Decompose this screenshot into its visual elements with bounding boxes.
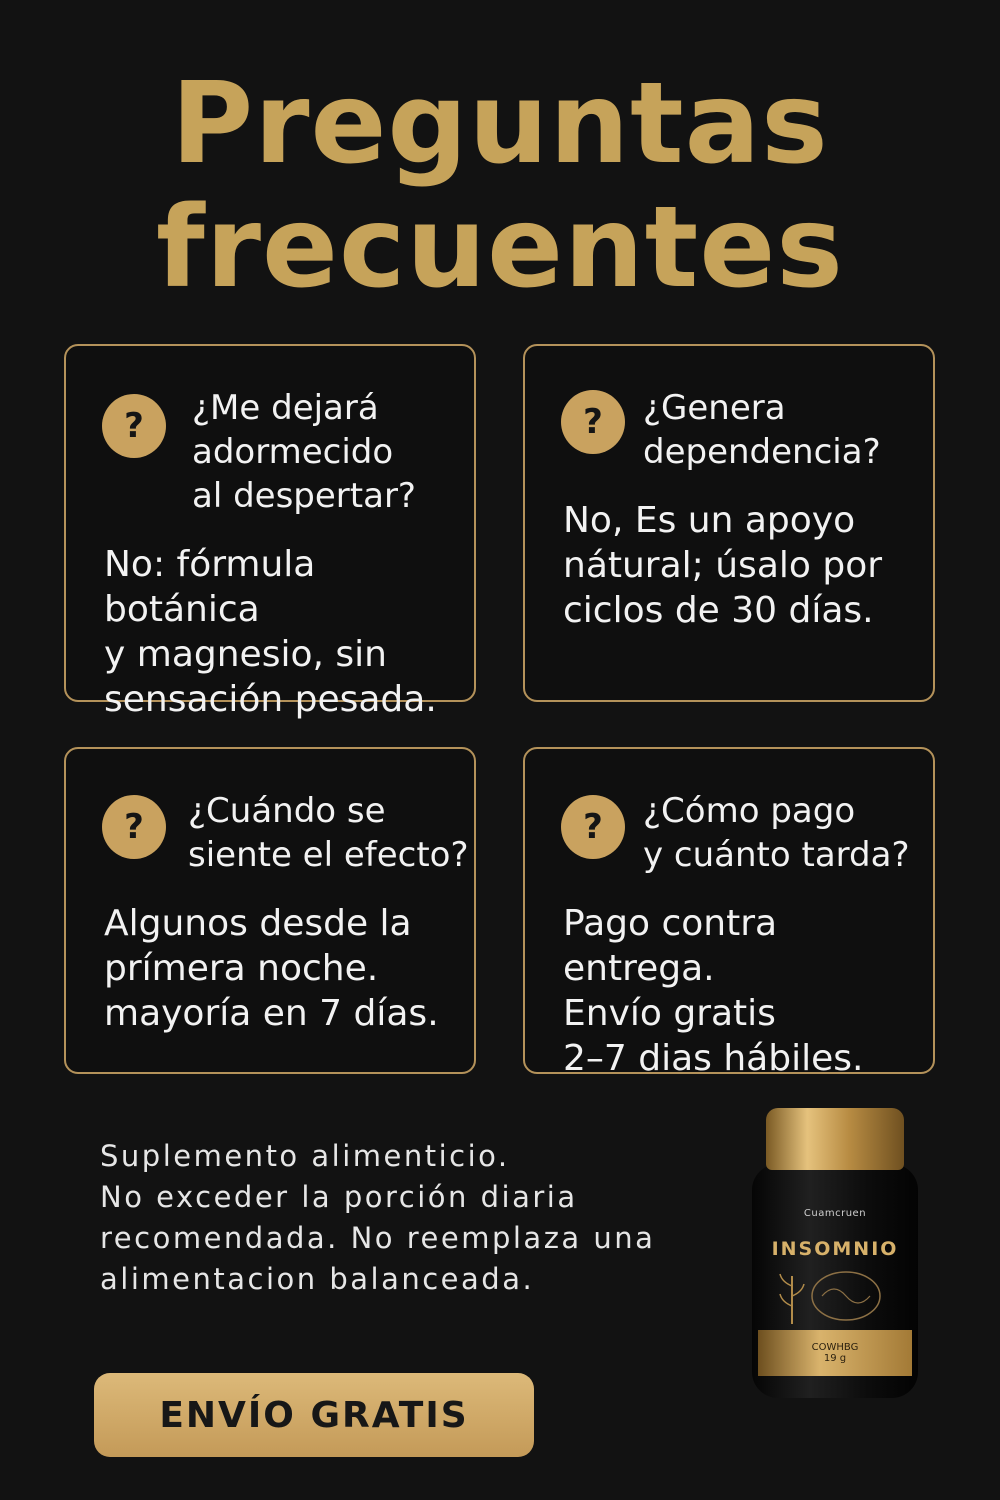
faq-answer: Pago contra entrega. Envío gratis 2–7 dias hábiles. (563, 903, 864, 1079)
jar-brand-label: INSOMNIO (771, 1238, 899, 1260)
faq-answer: Algunos desde la prímera noche. mayoría en 7 días. (104, 903, 439, 1034)
faq-card-3 (64, 747, 476, 1074)
disclaimer-text: Suplemento alimenticio. No exceder la porción diaria recomendada. No reemplaza una alimentacion balanceada. (100, 1139, 656, 1296)
jar-lid (766, 1108, 904, 1170)
faq-question: ¿Cuándo se siente el efecto? (188, 791, 469, 875)
faq-answer: No: fórmula botánica y magnesio, sin sensación pesada. (104, 544, 437, 720)
question-mark-icon: ? (561, 795, 625, 859)
faq-card-4 (523, 747, 935, 1079)
jar-band (758, 1330, 912, 1376)
faq-question: ¿Cómo pago y cuánto tarda? (643, 791, 910, 875)
faq-card-2 (523, 344, 935, 702)
question-mark-icon: ? (102, 394, 166, 458)
faq-question: ¿Me dejará adormecido al despertar? (192, 388, 416, 516)
page-title: Preguntas frecuentes (156, 59, 844, 313)
product-jar-image (752, 1108, 918, 1398)
jar-small-label: Cuamcruen (803, 1208, 867, 1219)
jar-band-text: COWHBG (811, 1342, 859, 1353)
faq-question: ¿Genera dependencia? (643, 388, 881, 472)
free-shipping-button[interactable]: ENVÍO GRATIS (94, 1373, 534, 1457)
faq-card-1 (64, 344, 476, 720)
faq-answer: No, Es un apoyo nátural; úsalo por ciclos de 30 días. (563, 500, 883, 631)
jar-band-weight: 19 g (823, 1353, 847, 1364)
leaf-brain-icon (772, 1266, 898, 1328)
question-mark-icon: ? (561, 390, 625, 454)
question-mark-icon: ? (102, 795, 166, 859)
